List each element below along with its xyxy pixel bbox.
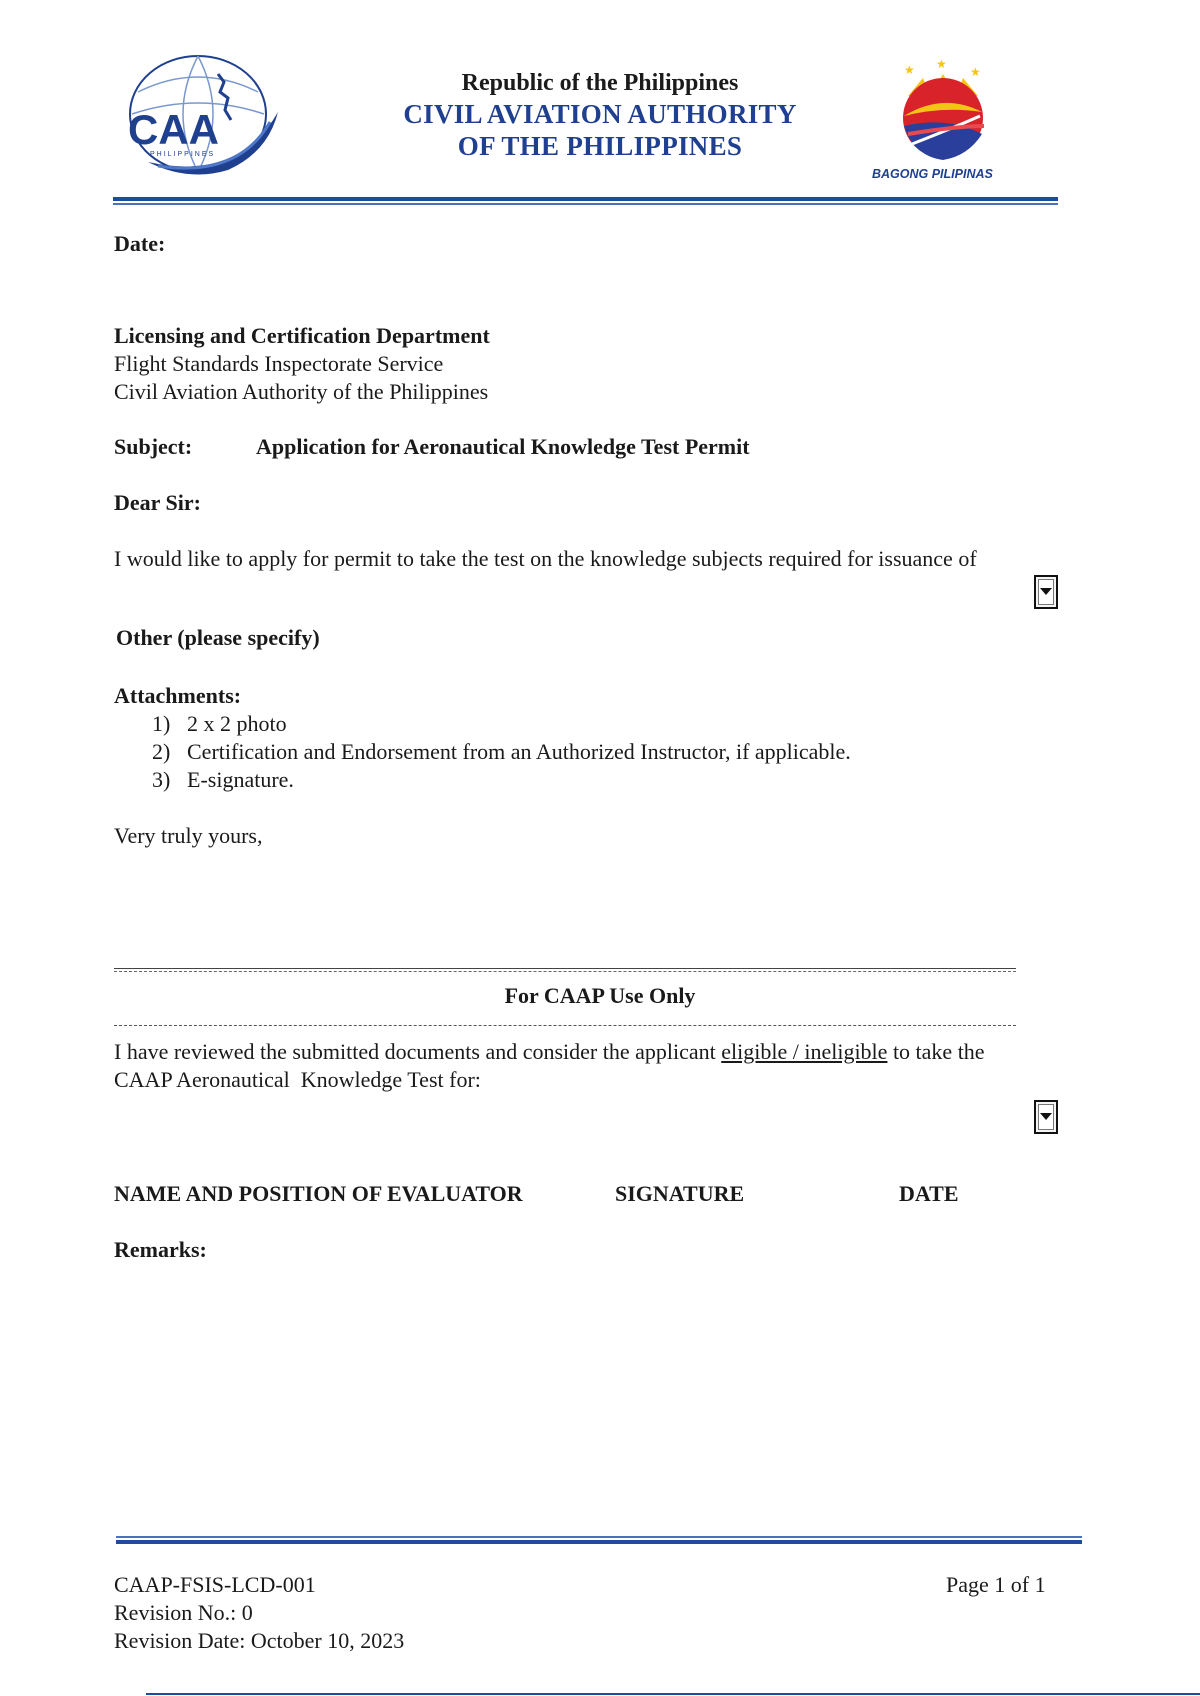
sun-flag-icon — [868, 56, 1018, 186]
attachments-label: Attachments: — [114, 683, 242, 708]
revision-number: Revision No.: 0 — [114, 1600, 253, 1625]
closing: Very truly yours, — [114, 823, 263, 848]
attachment-num: 2) — [152, 739, 171, 764]
signature-header: SIGNATURE — [615, 1181, 745, 1206]
review-text-end: to take the — [887, 1039, 985, 1064]
bottom-edge-rule — [146, 1693, 1200, 1695]
header-rule-thin — [113, 203, 1058, 205]
evaluator-name-header: NAME AND POSITION OF EVALUATOR — [114, 1181, 523, 1206]
salutation: Dear Sir: — [114, 490, 201, 515]
other-specify-label: Other (please specify) — [116, 625, 320, 650]
eligibility-choice: eligible / ineligible — [721, 1039, 888, 1064]
form-code: CAAP-FSIS-LCD-001 — [114, 1572, 316, 1597]
bagong-pilipinas-logo — [868, 56, 1018, 186]
svg-text:★: ★ — [936, 57, 947, 71]
republic-heading: Republic of the Philippines — [461, 70, 739, 96]
revision-date: Revision Date: October 10, 2023 — [114, 1628, 405, 1653]
attachment-text: E-signature. — [187, 767, 294, 792]
review-text-start: I have reviewed the submitted documents and consider the applicant — [114, 1039, 722, 1064]
test-type-dropdown[interactable] — [1034, 1100, 1058, 1134]
footer-rule-thin — [116, 1536, 1082, 1538]
date-label: Date: — [114, 231, 166, 256]
review-statement-line1 — [114, 1038, 985, 1066]
authority-heading-line1: CIVIL AVIATION AUTHORITY — [403, 99, 797, 129]
attachment-num: 1) — [152, 711, 171, 736]
footer-rule-thick — [116, 1540, 1082, 1544]
subject-label: Subject: — [114, 434, 193, 459]
authority-heading-line2: OF THE PHILIPPINES — [457, 131, 743, 161]
caap-use-title: For CAAP Use Only — [504, 983, 696, 1008]
svg-text:BAGONG PILIPINAS: BAGONG PILIPINAS — [872, 167, 993, 181]
review-statement-line2: CAAP Aeronautical Knowledge Test for: — [114, 1067, 481, 1092]
attachment-text: 2 x 2 photo — [187, 711, 287, 736]
svg-text:★: ★ — [970, 65, 981, 79]
separator-dashed — [114, 1025, 1016, 1026]
date-header: DATE — [899, 1181, 959, 1206]
page-number: Page 1 of 1 — [946, 1572, 1046, 1597]
license-type-dropdown[interactable] — [1034, 575, 1058, 609]
svg-text:PHILIPPINES: PHILIPPINES — [150, 151, 216, 158]
svg-text:★: ★ — [904, 63, 915, 77]
attachment-text: Certification and Endorsement from an Authorized Instructor, if applicable. — [187, 739, 851, 764]
addressee-department: Licensing and Certification Department — [114, 323, 490, 348]
separator-solid-dash — [114, 968, 1016, 969]
body-text: I would like to apply for permit to take the test on the knowledge subjects required for issuance of — [114, 546, 977, 571]
addressee-service: Flight Standards Inspectorate Service — [114, 351, 444, 376]
header-rule-thick — [113, 197, 1058, 201]
addressee-organization: Civil Aviation Authority of the Philippines — [114, 379, 489, 404]
chevron-down-icon — [1040, 588, 1052, 595]
chevron-down-icon — [1040, 1113, 1052, 1120]
separator-solid-dash-2 — [114, 971, 1016, 972]
svg-text:CAA: CAA — [128, 106, 219, 153]
attachment-num: 3) — [152, 767, 171, 792]
subject-text: Application for Aeronautical Knowledge Test Permit — [256, 434, 750, 459]
remarks-label: Remarks: — [114, 1237, 207, 1262]
